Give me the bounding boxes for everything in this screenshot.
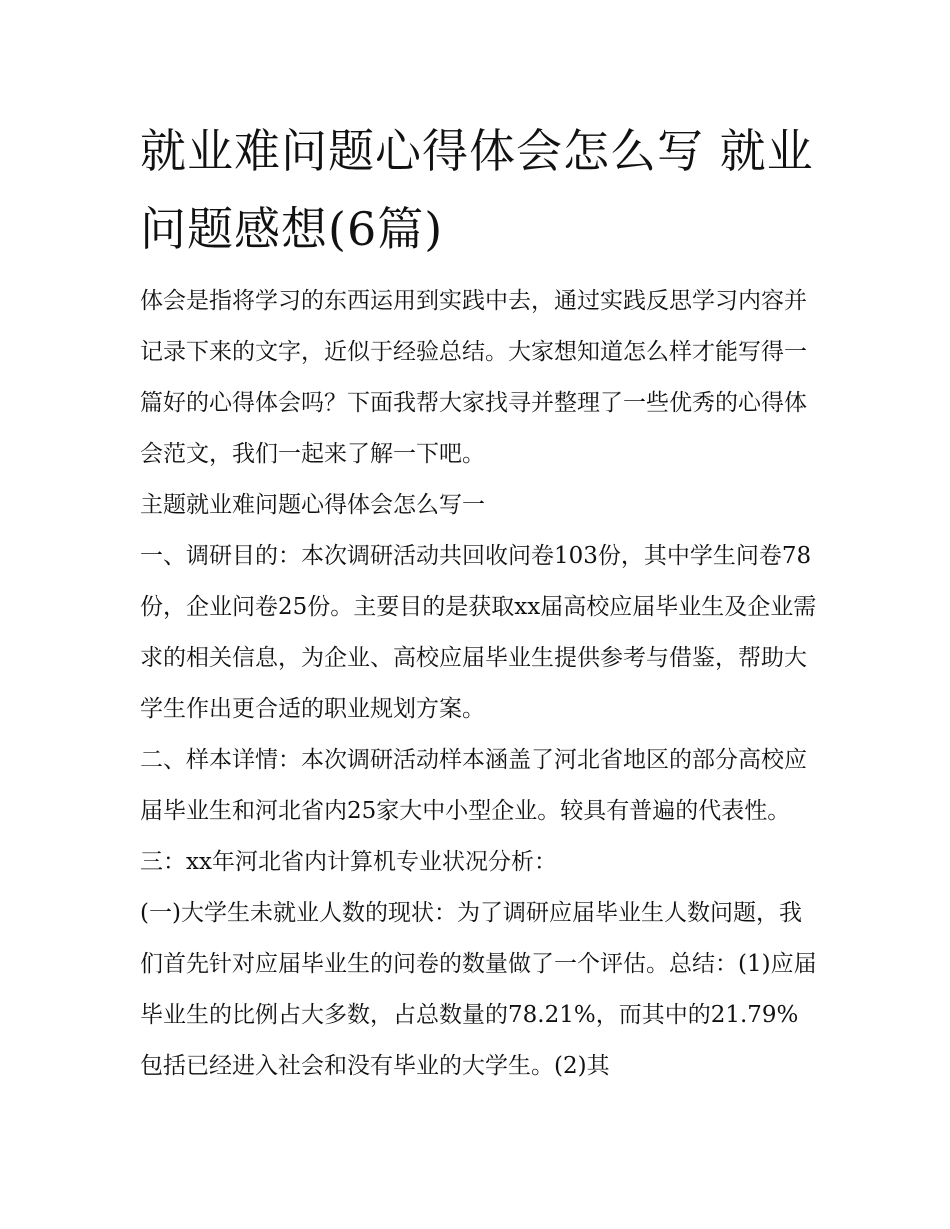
paragraph-sample-details: 二、样本详情：本次调研活动样本涵盖了河北省地区的部分高校应届毕业生和河北省内25家大中小型企业。较具有普遍的代表性。 三：xx年河北省内计算机专业状况分析：	[140, 747, 807, 875]
document-body	[140, 276, 820, 1092]
paragraph-section-heading: 主题就业难问题心得体会怎么写一	[140, 492, 485, 518]
paragraph-intro: 体会是指将学习的东西运用到实践中去，通过实践反思学习内容并记录下来的文字，近似于经验总结。大家想知道怎么样才能写得一篇好的心得体会吗？下面我帮大家找寻并整理了一些优秀的心得体会范文，我们一起来了解一下吧。	[140, 288, 807, 467]
document-title: 就业难问题心得体会怎么写 就业问题感想(6篇)	[140, 124, 814, 256]
paragraph-research-purpose: 一、调研目的：本次调研活动共回收问卷103份，其中学生问卷78份，企业问卷25份。主要目的是获取xx届高校应届毕业生及企业需求的相关信息，为企业、高校应届毕业生提供参考与借鉴，帮助大学生作出更合适的职业规划方案。	[140, 543, 817, 722]
paragraph-unemployment-status: (一)大学生未就业人数的现状：为了调研应届毕业生人数问题，我们首先针对应届毕业生的问卷的数量做了一个评估。总结：(1)应届毕业生的比例占大多数，占总数量的78.21%，而其中的21.79%包括已经进入社会和没有毕业的大学生。(2)其	[140, 900, 817, 1079]
